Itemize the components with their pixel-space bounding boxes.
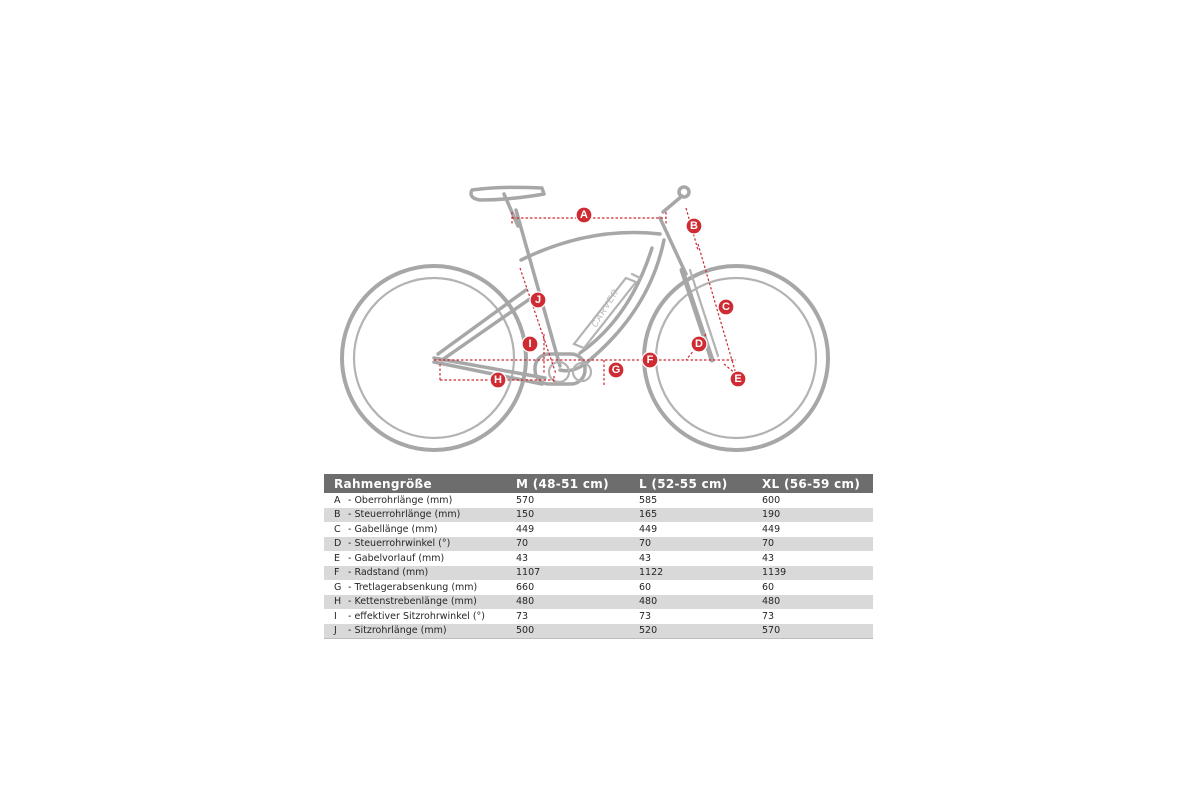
header-frame-size: Rahmengröße [324, 474, 504, 493]
marker-b [686, 218, 702, 234]
row-label [324, 566, 504, 581]
value-l: 449 [627, 522, 750, 537]
table-row [324, 595, 873, 610]
header-size-xl: XL (56-59 cm) [750, 474, 873, 493]
marker-f [642, 352, 658, 368]
table-row [324, 508, 873, 523]
value-l: 73 [627, 609, 750, 624]
svg-text:D: D [695, 338, 703, 350]
marker-g [608, 362, 624, 378]
svg-text:I: I [528, 338, 532, 350]
value-xl: 449 [750, 522, 873, 537]
value-m: 570 [504, 493, 627, 508]
marker-j [530, 292, 546, 308]
row-key: B [334, 509, 341, 521]
marker-d [691, 336, 707, 352]
front-wheel [644, 266, 828, 450]
marker-c [718, 299, 734, 315]
svg-text:G: G [611, 364, 621, 376]
row-label [324, 580, 504, 595]
row-label-text: - effektiver Sitzrohrwinkel (°) [348, 610, 486, 622]
value-m: 150 [504, 508, 627, 523]
row-label [324, 595, 504, 610]
value-m: 449 [504, 522, 627, 537]
value-l: 70 [627, 537, 750, 552]
value-m: 70 [504, 537, 627, 552]
value-m: 660 [504, 580, 627, 595]
value-l: 60 [627, 580, 750, 595]
row-label [324, 522, 504, 537]
svg-text:B: B [690, 220, 698, 232]
value-xl: 60 [750, 580, 873, 595]
marker-e [730, 371, 746, 387]
table-row [324, 609, 873, 624]
table-row [324, 493, 873, 508]
table-header-row [324, 474, 873, 493]
table-row [324, 580, 873, 595]
header-size-l: L (52-55 cm) [627, 474, 750, 493]
value-l: 480 [627, 595, 750, 610]
row-label [324, 537, 504, 552]
row-label-text: - Kettenstrebenlänge (mm) [348, 596, 477, 608]
table-row [324, 537, 873, 552]
table-row [324, 566, 873, 581]
value-xl: 70 [750, 537, 873, 552]
svg-text:F: F [646, 354, 654, 366]
table-row [324, 551, 873, 566]
row-key: E [334, 552, 341, 564]
value-l: 43 [627, 551, 750, 566]
value-xl: 190 [750, 508, 873, 523]
value-xl: 43 [750, 551, 873, 566]
row-key: I [334, 610, 337, 622]
marker-i [522, 336, 538, 352]
svg-text:H: H [494, 374, 502, 386]
value-xl: 570 [750, 624, 873, 639]
table-row [324, 624, 873, 639]
value-m: 480 [504, 595, 627, 610]
row-label [324, 609, 504, 624]
value-l: 585 [627, 493, 750, 508]
value-l: 1122 [627, 566, 750, 581]
row-label-text: - Gabelvorlauf (mm) [348, 552, 445, 564]
bike-geometry-diagram [330, 178, 840, 468]
row-key: G [334, 581, 342, 593]
geometry-table [324, 474, 873, 639]
svg-text:E: E [734, 373, 742, 385]
row-label [324, 624, 504, 639]
value-l: 520 [627, 624, 750, 639]
row-key: H [334, 596, 342, 608]
value-xl: 480 [750, 595, 873, 610]
row-key: J [334, 625, 337, 637]
svg-text:A: A [580, 209, 588, 221]
row-key: C [334, 523, 341, 535]
row-label-text: - Steuerrohrlänge (mm) [348, 509, 461, 521]
table-row [324, 522, 873, 537]
value-m: 500 [504, 624, 627, 639]
row-label [324, 508, 504, 523]
row-label-text: - Sitzrohrlänge (mm) [348, 625, 447, 637]
row-label-text: - Oberrohrlänge (mm) [348, 494, 453, 506]
row-key: A [334, 494, 341, 506]
value-m: 1107 [504, 566, 627, 581]
row-label-text: - Steuerrohrwinkel (°) [348, 538, 451, 550]
svg-text:J: J [534, 294, 542, 306]
value-l: 165 [627, 508, 750, 523]
row-label-text: - Gabellänge (mm) [348, 523, 438, 535]
row-label [324, 551, 504, 566]
marker-a [576, 207, 592, 223]
row-key: D [334, 538, 342, 550]
row-label [324, 493, 504, 508]
marker-h [490, 372, 506, 388]
value-m: 73 [504, 609, 627, 624]
svg-text:C: C [722, 301, 730, 313]
value-xl: 73 [750, 609, 873, 624]
value-xl: 1139 [750, 566, 873, 581]
row-key: F [334, 567, 340, 579]
row-label-text: - Tretlagerabsenkung (mm) [348, 581, 478, 593]
value-xl: 600 [750, 493, 873, 508]
row-label-text: - Radstand (mm) [348, 567, 429, 579]
brand-logo: CARVER [589, 286, 621, 330]
value-m: 43 [504, 551, 627, 566]
header-size-m: M (48-51 cm) [504, 474, 627, 493]
